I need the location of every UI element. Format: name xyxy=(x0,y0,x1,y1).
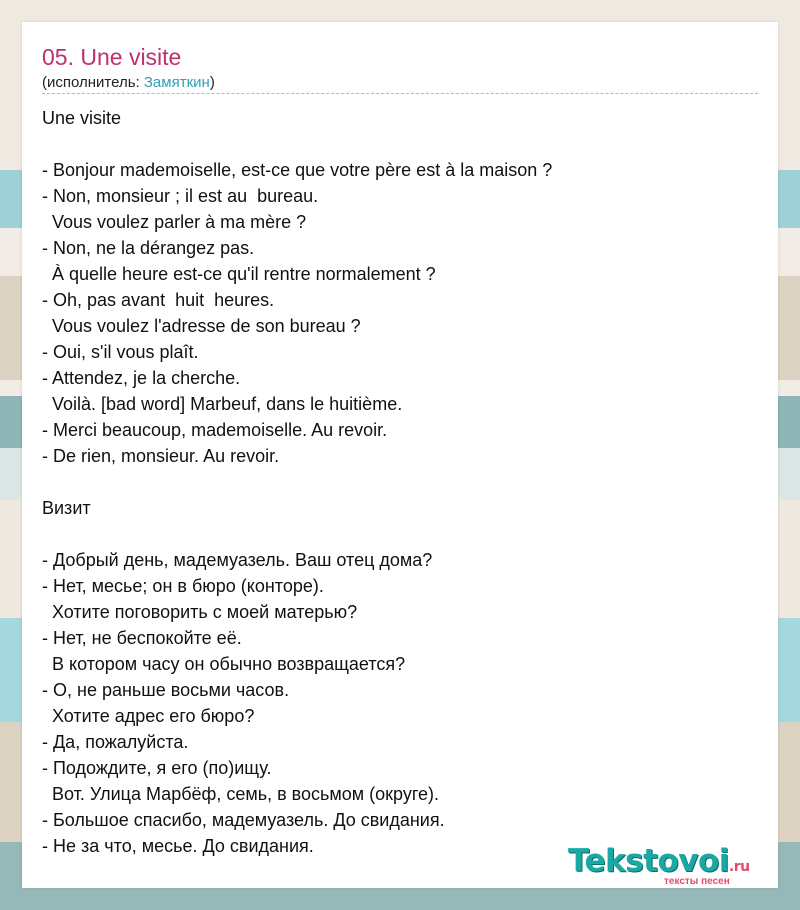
logo-tagline: тексты песен xyxy=(664,876,730,887)
lyrics-text: Une visite - Bonjour mademoiselle, est-ce que votre père est à la maison ? - Non, monsieur ; il est au bureau. Vous voulez parler à ma mère ? - Non, ne la dérangez pas. À quelle heure est-ce qu'il rentre normalement ? - Oh, pas avant huit heures. Vous voulez l'adresse de son bureau ? - Oui, s'il vous plaît. - Attendez, je la cherche. Voilà. [bad word] Marbeuf, dans le huitième. - Merci beaucoup, mademoiselle. Au revoir. - De rien, monsieur. Au revoir. Визит - Добрый день, мадемуазель. Ваш отец дома? - Нет, месье; он в бюро (конторе). Хотите поговорить с моей матерью? - Нет, не беспокойте её. В котором часу он обычно возвращается? - О, не раньше восьми часов. Хотите адрес его бюро? - Да, пожалуйста. - Подождите, я его (по)ищу. Вот. Улица Марбёф, семь, в восьмом (округе). - Большое спасибо, мадемуазель. До свидания. - Не за что, месье. До свидания. xyxy=(42,108,553,856)
logo-tld: .ru xyxy=(728,859,750,875)
site-logo[interactable] xyxy=(568,844,778,888)
logo-name: Tekstovoi xyxy=(568,843,729,879)
performer-line xyxy=(42,74,215,92)
song-title: 05. Une visite xyxy=(42,44,182,70)
lyrics-card xyxy=(22,22,778,888)
performer-suffix: ) xyxy=(209,74,215,91)
title-divider xyxy=(42,93,758,94)
performer-prefix: (исполнитель: xyxy=(42,74,144,91)
performer-link[interactable]: Замяткин xyxy=(143,74,210,91)
